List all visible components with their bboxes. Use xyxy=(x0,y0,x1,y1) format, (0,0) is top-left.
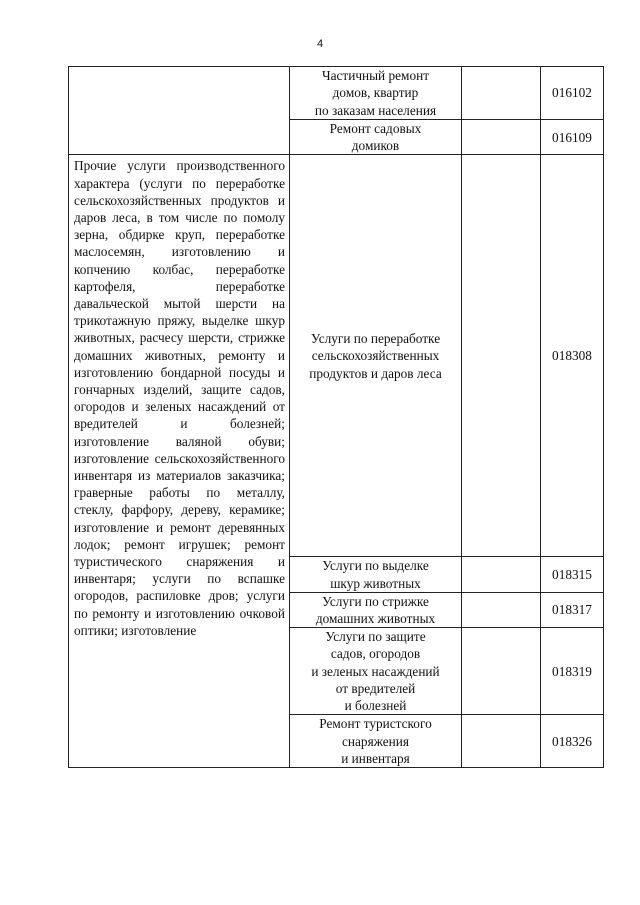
code-cell: 018319 xyxy=(541,628,604,715)
description-text: Прочие услуги производственного характера (услуги по переработке сельскохозяйственных продуктов и даров леса, в том числе по помолу зерна, обдирке круп, переработке маслосемян, изготовлению и копчению колбас, переработке картофеля, переработке давальческой мытой шерсти на трикотажную пряжу, выделке шкур животных, расчесу шерсти, стрижке домашних животных, ремонту и изготовлению бондарной посуды и гончарных изделий, защите садов, огородов и зеленых насаждений от вредителей и болезней; изготовление валяной обуви; изготовление сельскохозяйственного инвентаря из материалов заказчика; граверные работы по металлу, стеклу, фарфору, дереву, керамике; изготовление и ремонт деревянных лодок; ремонт игрушек; ремонт туристического снаряжения и инвентаря; услуги по вспашке огородов, распиловке дров; услуги по ремонту и изготовлению очковой оптики; изготовление xyxy=(74,158,285,638)
empty-cell xyxy=(462,155,541,557)
empty-cell xyxy=(462,557,541,592)
service-name-cell: Услуги по защите садов, огородов и зеленых насаждений от вредителей и болезней xyxy=(290,628,462,715)
empty-cell xyxy=(462,715,541,768)
empty-cell xyxy=(462,628,541,715)
service-name-cell: Услуги по переработке сельскохозяйственных продуктов и даров леса xyxy=(290,155,462,557)
code-cell: 018315 xyxy=(541,557,604,592)
service-name-cell: Ремонт туристского снаряжения и инвентаря xyxy=(290,715,462,768)
code-cell: 016109 xyxy=(541,120,604,155)
empty-cell xyxy=(462,592,541,627)
service-name-cell: Услуги по стрижке домашних животных xyxy=(290,592,462,627)
service-name-cell: Услуги по выделке шкур животных xyxy=(290,557,462,592)
empty-cell xyxy=(462,67,541,120)
code-cell: 018326 xyxy=(541,715,604,768)
empty-cell xyxy=(462,120,541,155)
code-cell: 018308 xyxy=(541,155,604,557)
table-row xyxy=(69,67,604,120)
code-cell: 018317 xyxy=(541,592,604,627)
services-table xyxy=(68,66,604,768)
code-cell: 016102 xyxy=(541,67,604,120)
service-name-cell: Ремонт садовых домиков xyxy=(290,120,462,155)
description-cell xyxy=(69,155,290,768)
table-row xyxy=(69,155,604,557)
service-name-cell: Частичный ремонт домов, квартир по заказам населения xyxy=(290,67,462,120)
page-number: 4 xyxy=(316,38,324,50)
description-cell-empty xyxy=(69,67,290,155)
